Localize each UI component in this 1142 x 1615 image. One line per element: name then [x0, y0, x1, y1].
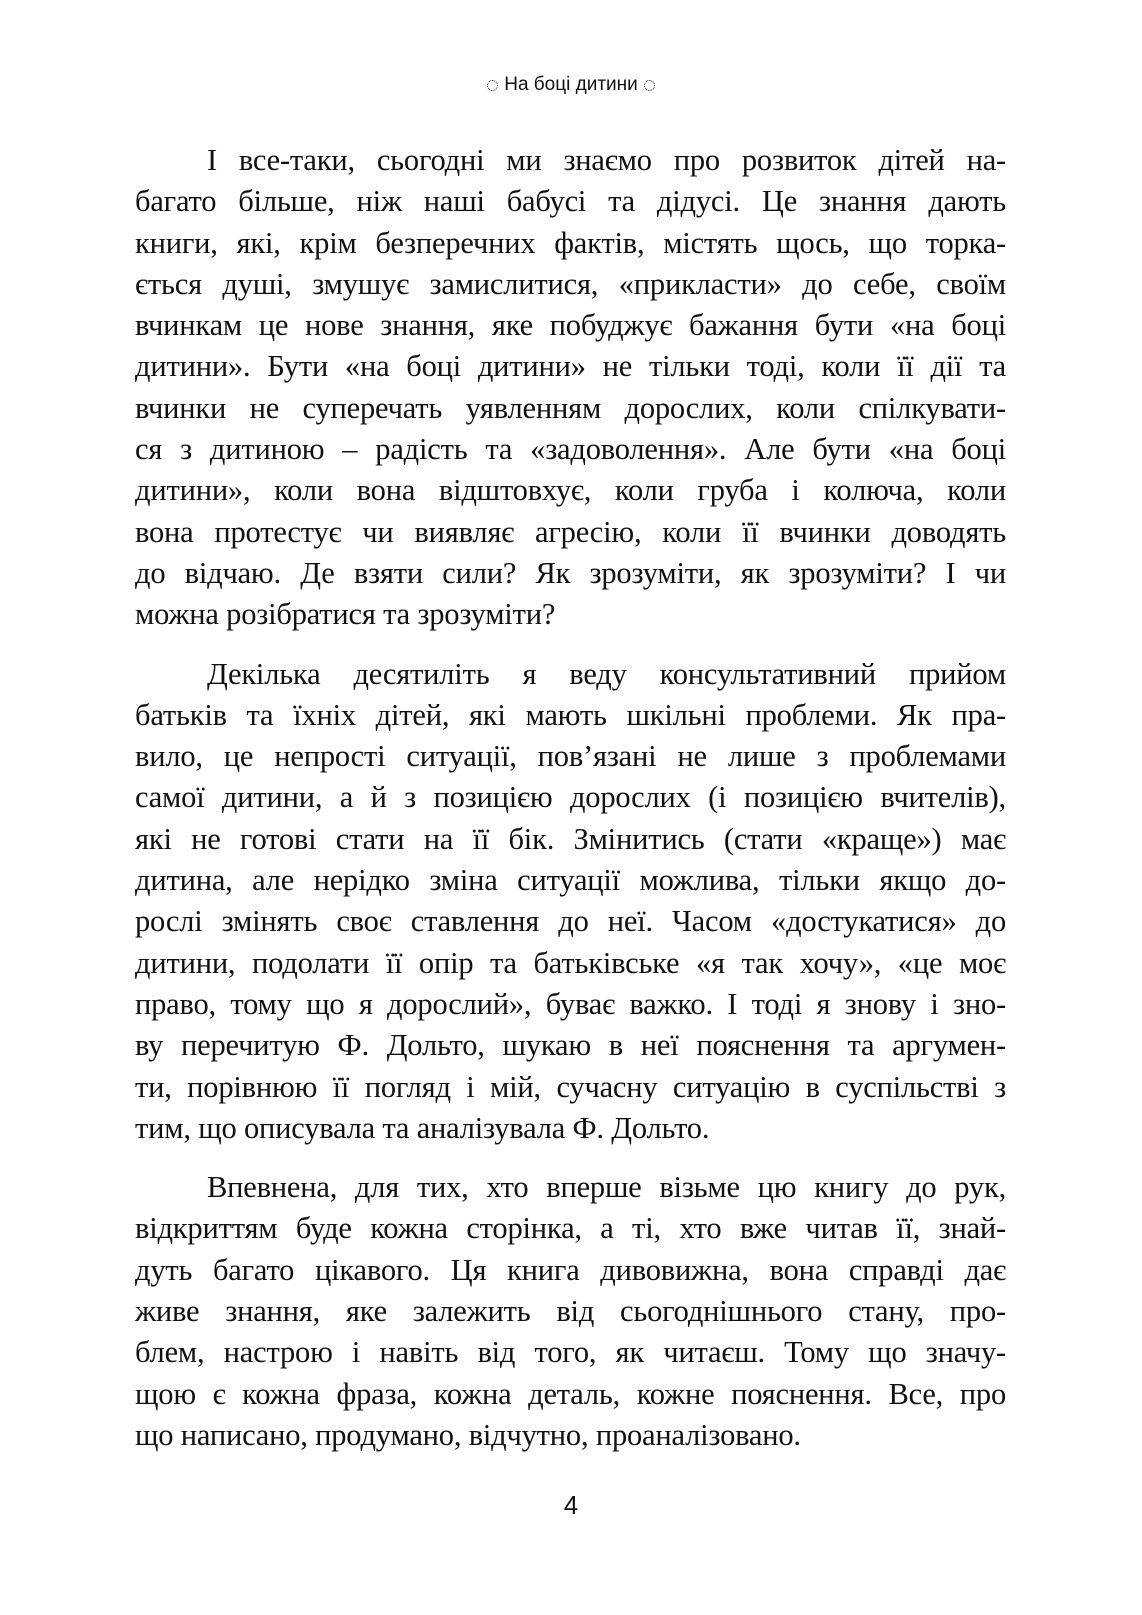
text-line: живе знання, яке залежить від сьогоднішнього стану, про-	[135, 1294, 1006, 1329]
dotted-circle-icon	[487, 80, 498, 91]
text-line: дитини». Бути «на боці дитини» не тільки тоді, коли її дії та	[135, 349, 1006, 384]
text-line: вило, це непрості ситуації, пов’язані не лише з проблемами	[135, 739, 1006, 774]
text-line: багато більше, ніж наші бабусі та дідусі. Це знання дають	[135, 184, 1006, 219]
text-line: самої дитини, а й з позицією дорослих (і позицією вчителів),	[135, 780, 1006, 815]
running-header-title: На боці дитини	[504, 74, 638, 95]
paragraph-3	[135, 1167, 1006, 1456]
text-line: книги, які, крім безперечних фактів, містять щось, що торка-	[135, 225, 1006, 260]
text-line: дитини, подолати її опір та батьківське «я так хочу», «це моє	[135, 945, 1006, 980]
text-line: які не готові стати на її бік. Змінитись (стати «краще») має	[135, 821, 1006, 856]
text-line: блем, настрою і навіть від того, як читаєш. Тому що значу-	[135, 1335, 1006, 1370]
text-line: батьків та їхніх дітей, які мають шкільні проблеми. Як пра-	[135, 697, 1006, 732]
text-line: ється душі, змушує замислитися, «прикласти» до себе, своїм	[135, 266, 1006, 301]
text-line: ву перечитую Ф. Дольто, шукаю в неї пояснення та аргумен-	[135, 1028, 1006, 1063]
text-line: до відчаю. Де взяти сили? Як зрозуміти, як зрозуміти? І чи	[135, 555, 1006, 590]
text-line: тим, що описувала та аналізувала Ф. Дольто.	[135, 1110, 710, 1145]
text-line: ти, порівнюю її погляд і мій, сучасну ситуацію в суспільстві з	[135, 1069, 1006, 1104]
text-line: Декілька десятиліть я веду консультативний прийом	[207, 656, 1006, 691]
text-line: вчинкам це нове знання, яке побуджує бажання бути «на боці	[135, 308, 1006, 343]
text-line: Впевнена, для тих, хто вперше візьме цю книгу до рук,	[207, 1170, 1006, 1205]
text-line: дитина, але нерідко зміна ситуації можлива, тільки якщо до-	[135, 863, 1006, 898]
text-line: дуть багато цікавого. Ця книга дивовижна, вона справді дає	[135, 1252, 1006, 1287]
dotted-circle-icon	[644, 80, 655, 91]
text-line: право, тому що я дорослий», буває важко. І тоді я знову і зно-	[135, 986, 1006, 1021]
text-line: відкриттям буде кожна сторінка, а ті, хто вже читав її, знай-	[135, 1211, 1006, 1246]
text-line: І все-таки, сьогодні ми знаємо про розвиток дітей на-	[207, 143, 1006, 177]
paragraph-1	[135, 140, 1006, 636]
body-text	[135, 140, 1006, 1474]
text-line: ся з дитиною – радість та «задоволення». Але бути «на боці	[135, 432, 1006, 467]
text-line: дитини», коли вона відштовхує, коли груба і колюча, коли	[135, 473, 1006, 508]
text-line: щою є кожна фраза, кожна деталь, кожне пояснення. Все, про	[135, 1376, 1006, 1411]
text-line: вона протестує чи виявляє агресію, коли її вчинки доводять	[135, 514, 1006, 549]
text-line: рослі змінять своє ставлення до неї. Часом «достукатися» до	[135, 904, 1006, 939]
page-number: 4	[563, 1490, 579, 1520]
running-header	[0, 74, 1142, 96]
text-line: вчинки не суперечать уявленням дорослих, коли спілкувати-	[135, 390, 1006, 425]
text-line: можна розібратися та зрозуміти?	[135, 597, 556, 632]
paragraph-2	[135, 654, 1006, 1150]
text-line: що написано, продумано, відчутно, проаналізовано.	[135, 1417, 801, 1452]
